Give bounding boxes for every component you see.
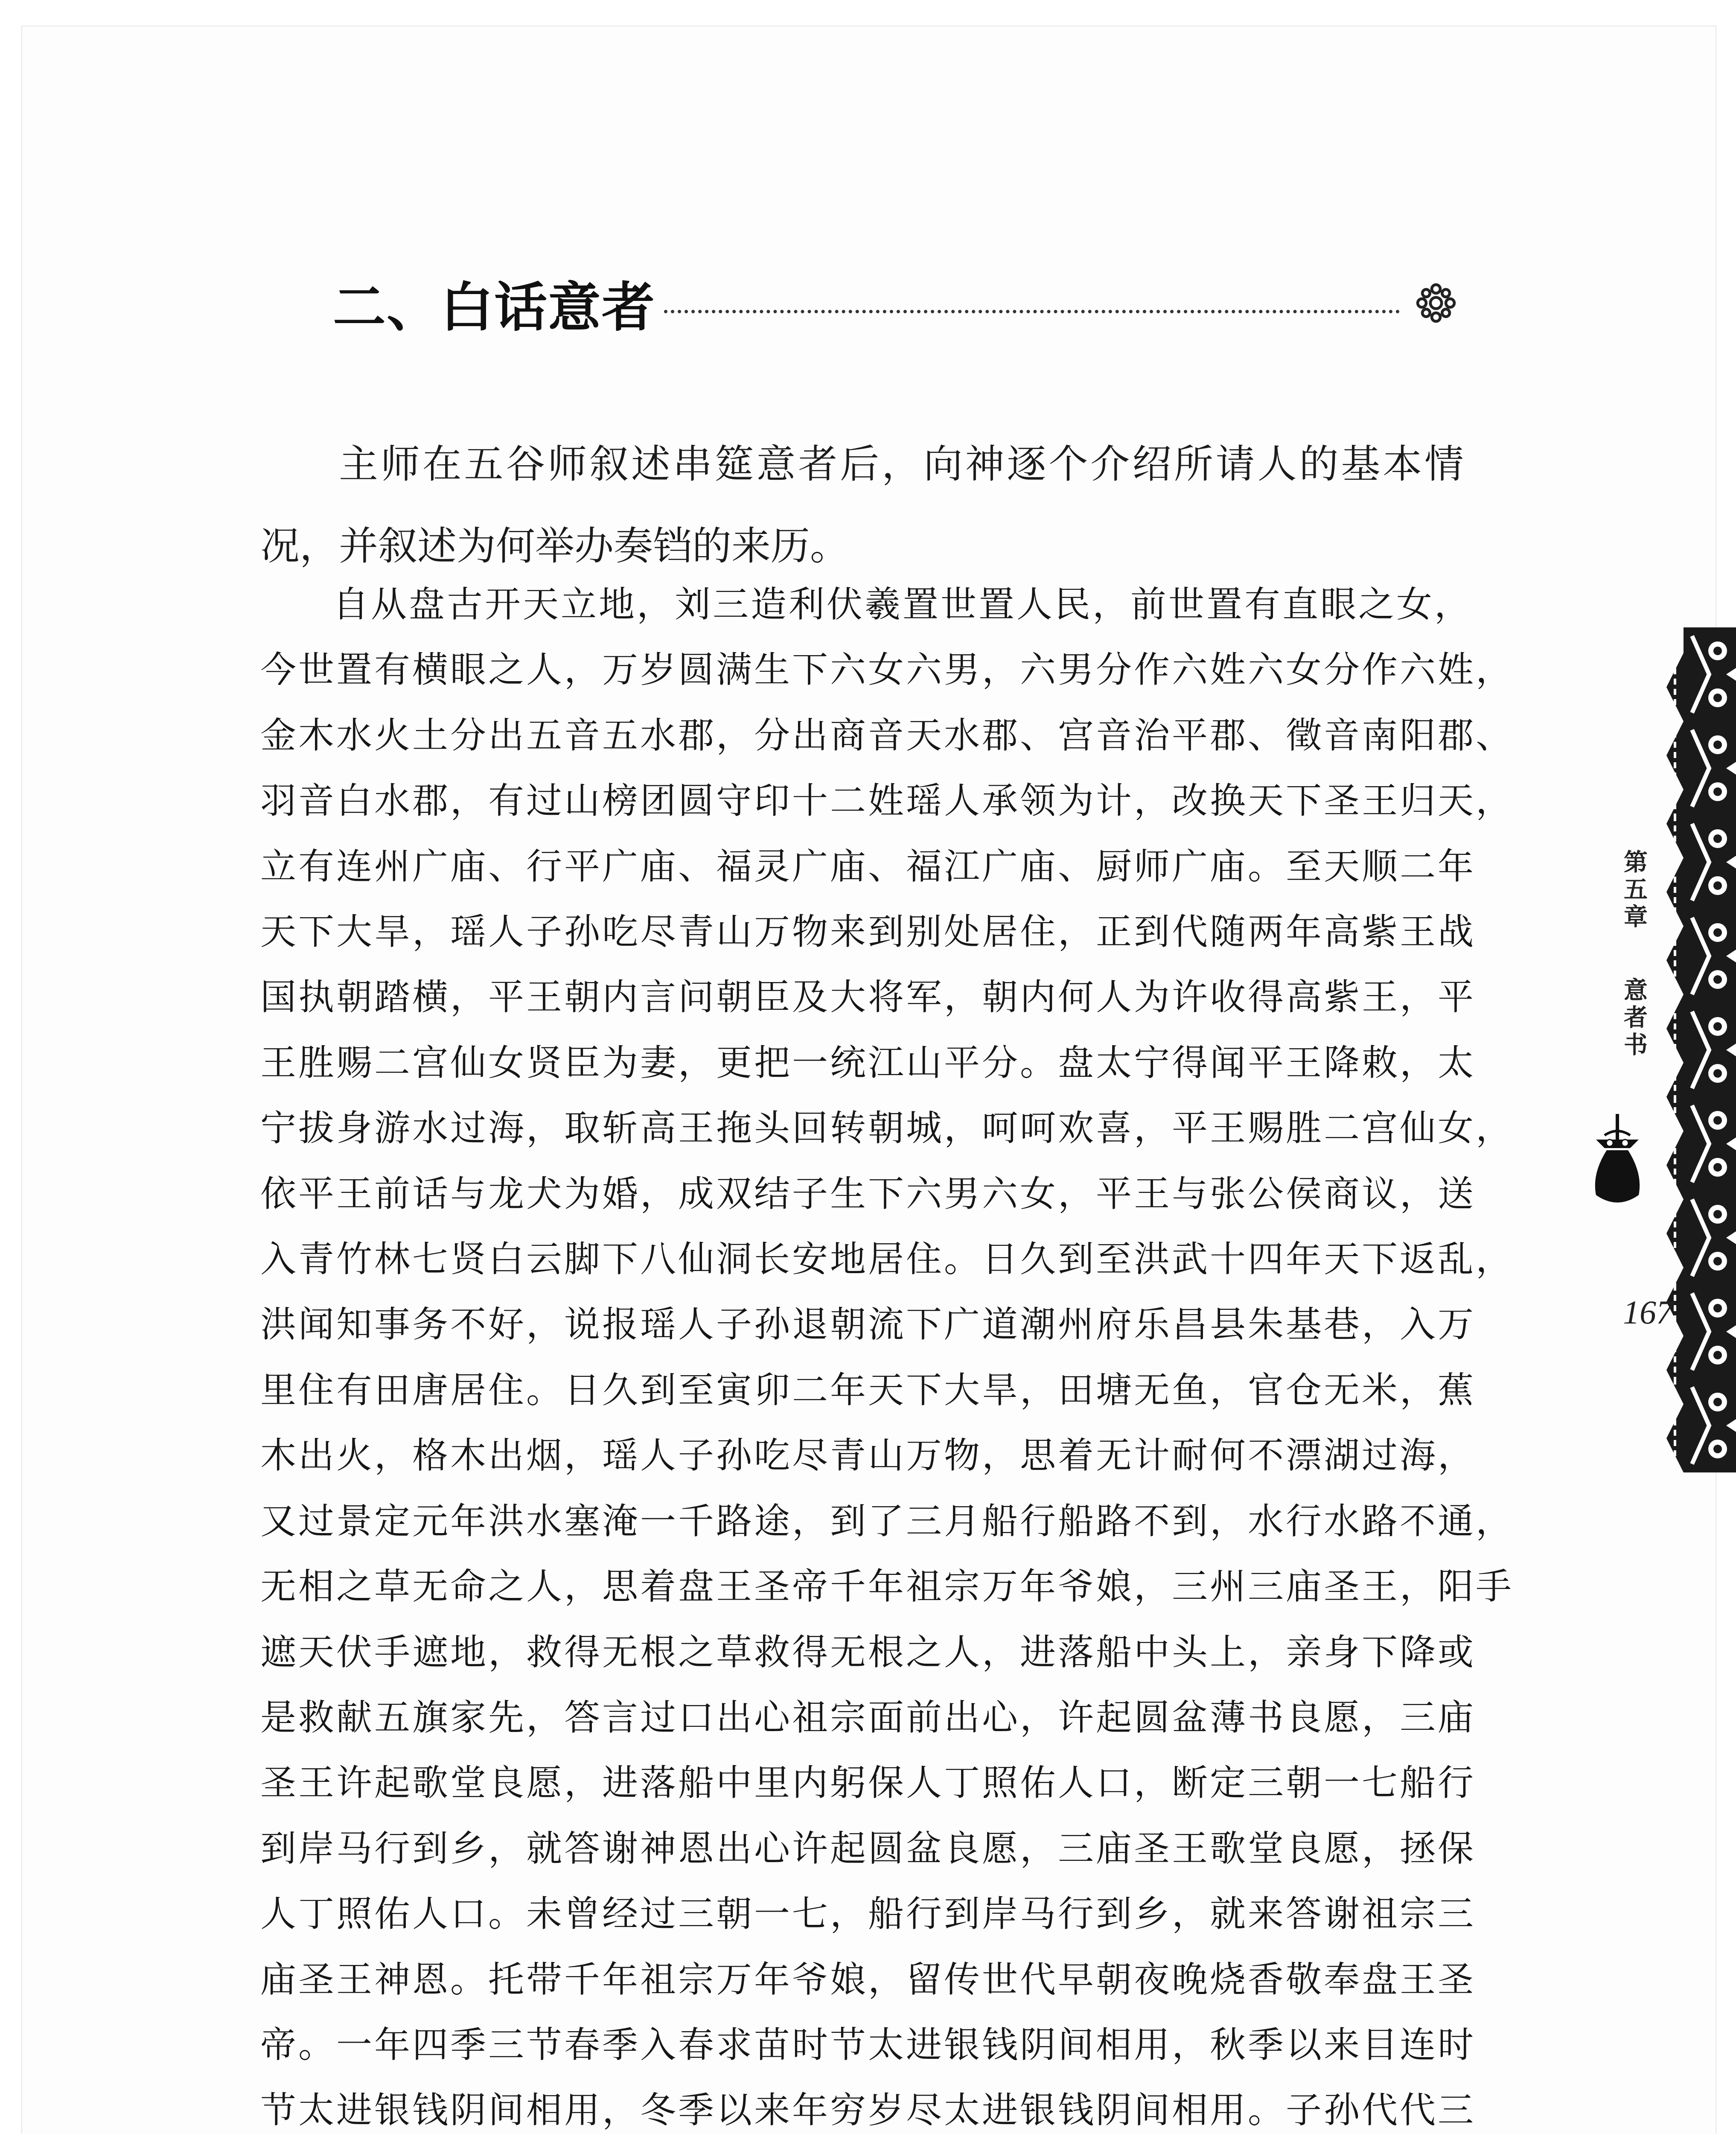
body-line: 节太进银钱阴间相用，冬季以来年穷岁尽太进银钱阴间相用。子孙代代三 xyxy=(260,2089,1476,2131)
flower-ornament-icon xyxy=(1413,280,1459,327)
chapter-number: 第五章 xyxy=(1620,849,1648,931)
dotted-rule xyxy=(664,310,1400,313)
chapter-name: 意者书 xyxy=(1620,977,1648,1059)
body-line: 自从盘古开天立地，刘三造利伏羲置世置人民，前世置有直眼之女， xyxy=(333,583,1473,625)
body-line: 里住有田唐居住。日久到至寅卯二年天下大旱，田塘无鱼，官仓无米，蕉 xyxy=(260,1369,1476,1411)
section-heading xyxy=(333,260,1459,346)
body-line: 入青竹林七贤白云脚下八仙洞长安地居住。日久到至洪武十四年天下返乱， xyxy=(260,1238,1514,1280)
body-line: 宁拔身游水过海，取斩高王拖头回转朝城，呵呵欢喜，平王赐胜二宫仙女， xyxy=(260,1107,1514,1149)
intro-paragraph: 主师在五谷师叙述串筵意者后，向神逐个介绍所请人的基本情况，并叙述为何举办奏铛的来历。 xyxy=(260,441,1464,569)
body-text xyxy=(260,572,1514,2134)
body-line: 羽音白水郡，有过山榜团圆守印十二姓瑶人承领为计，改换天下圣王归天， xyxy=(260,780,1514,822)
body-line: 帝。一年四季三节春季入春求苗时节太进银钱阴间相用，秋季以来目连时 xyxy=(260,2023,1476,2066)
body-line: 今世置有横眼之人，万岁圆满生下六女六男，六男分作六姓六女分作六姓， xyxy=(260,649,1514,691)
body-line: 天下大旱，瑶人子孙吃尽青山万物来到别处居住，正到代随两年高紫王战 xyxy=(260,911,1476,953)
body-line: 到岸马行到乡，就答谢神恩出心许起圆盆良愿，三庙圣王歌堂良愿，拯保 xyxy=(260,1827,1476,1869)
body-line: 庙圣王神恩。托带千年祖宗万年爷娘，留传世代早朝夜晚烧香敬奉盘王圣 xyxy=(260,1958,1476,2000)
page-number: 167 xyxy=(1623,1294,1673,1331)
bell-ornament-icon xyxy=(1583,1110,1652,1208)
body-line: 立有连州广庙、行平广庙、福灵广庙、福江广庙、厨师广庙。至天顺二年 xyxy=(260,845,1476,887)
body-line: 金木水火土分出五音五水郡，分出商音天水郡、宫音治平郡、徵音南阳郡、 xyxy=(260,714,1514,756)
body-line: 依平王前话与龙犬为婚，成双结子生下六男六女，平王与张公侯商议，送 xyxy=(260,1172,1476,1215)
body-line: 人丁照佑人口。未曾经过三朝一七，船行到岸马行到乡，就来答谢祖宗三 xyxy=(260,1893,1476,1935)
decorative-side-band xyxy=(1666,627,1736,1472)
section-title: 二、白话意者 xyxy=(333,277,656,338)
body-line: 是救献五旗家先，答言过口出心祖宗面前出心，许起圆盆薄书良愿，三庙 xyxy=(260,1696,1476,1738)
body-line: 木出火，格木出烟，瑶人子孙吃尽青山万物，思着无计耐何不漂湖过海， xyxy=(260,1434,1476,1477)
body-line: 又过景定元年洪水塞淹一千路途，到了三月船行船路不到，水行水路不通， xyxy=(260,1500,1514,1542)
body-line: 国执朝踏横，平王朝内言问朝臣及大将军，朝内何人为许收得高紫王，平 xyxy=(260,976,1476,1018)
body-line: 洪闻知事务不好，说报瑶人子孙退朝流下广道潮州府乐昌县朱基巷，入万 xyxy=(260,1303,1476,1346)
body-line: 无相之草无命之人，思着盘王圣帝千年祖宗万年爷娘，三州三庙圣王，阳手 xyxy=(260,1566,1514,1608)
body-line: 遮天伏手遮地，救得无根之草救得无根之人，进落船中头上，亲身下降或 xyxy=(260,1631,1476,1673)
body-line: 圣王许起歌堂良愿，进落船中里内躬保人丁照佑人口，断定三朝一七船行 xyxy=(260,1762,1476,1804)
body-line: 王胜赐二宫仙女贤臣为妻，更把一统江山平分。盘太宁得闻平王降敕，太 xyxy=(260,1041,1476,1084)
